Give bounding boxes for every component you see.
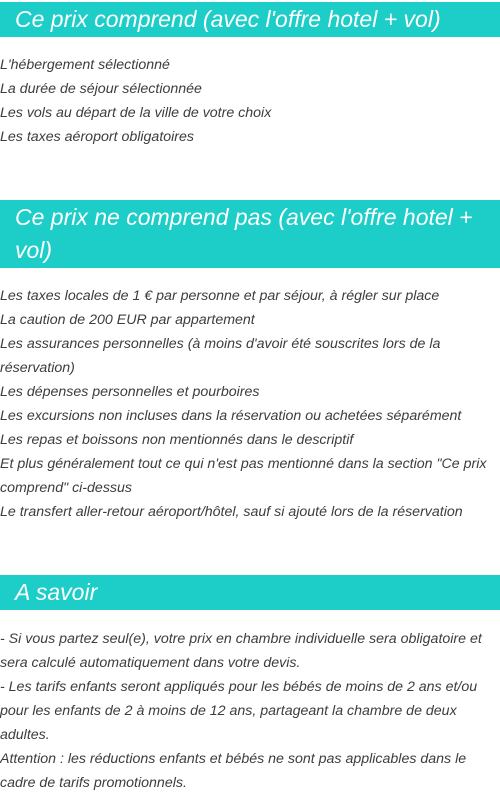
list-item: La caution de 200 EUR par appartement <box>0 312 255 328</box>
list-item: Les assurances personnelles (à moins d'avoir été souscrites lors de la réservation) <box>0 336 441 376</box>
note-promo-warning: Attention : les réductions enfants et bébés ne sont pas applicables dans le cadre de tarifs promotionnels. <box>0 751 467 791</box>
list-item: Les vols au départ de la ville de votre choix <box>0 105 272 121</box>
section-title-a-savoir: A savoir <box>0 575 500 610</box>
included-list <box>0 53 500 149</box>
list-item: Les excursions non incluses dans la réservation ou achetées séparément <box>0 408 462 424</box>
list-item: Les repas et boissons non mentionnés dans le descriptif <box>0 432 354 448</box>
excluded-list <box>0 284 500 524</box>
list-item: Le transfert aller-retour aéroport/hôtel, sauf si ajouté lors de la réservation <box>0 504 463 520</box>
section-title-excluded: Ce prix ne comprend pas (avec l'offre hotel + vol) <box>0 200 500 268</box>
note-child-rates: - Les tarifs enfants seront appliqués pour les bébés de moins de 2 ans et/ou pour les enfants de 2 à moins de 12 ans, partageant la chambre de deux adultes. <box>0 679 478 743</box>
section-title-included: Ce prix comprend (avec l'offre hotel + vol) <box>0 2 500 37</box>
a-savoir-notes <box>0 627 500 795</box>
list-item: Les taxes locales de 1 € par personne et par séjour, à régler sur place <box>0 288 440 304</box>
list-item: Les dépenses personnelles et pourboires <box>0 384 260 400</box>
note-single-traveller: - Si vous partez seul(e), votre prix en chambre individuelle sera obligatoire et sera calculé automatiquement dans votre devis. <box>0 631 482 671</box>
list-item: L'hébergement sélectionné <box>0 57 170 73</box>
list-item: La durée de séjour sélectionnée <box>0 81 202 97</box>
list-item: Et plus généralement tout ce qui n'est pas mentionné dans la section "Ce prix comprend" ci-dessus <box>0 456 487 496</box>
list-item: Les taxes aéroport obligatoires <box>0 129 195 145</box>
